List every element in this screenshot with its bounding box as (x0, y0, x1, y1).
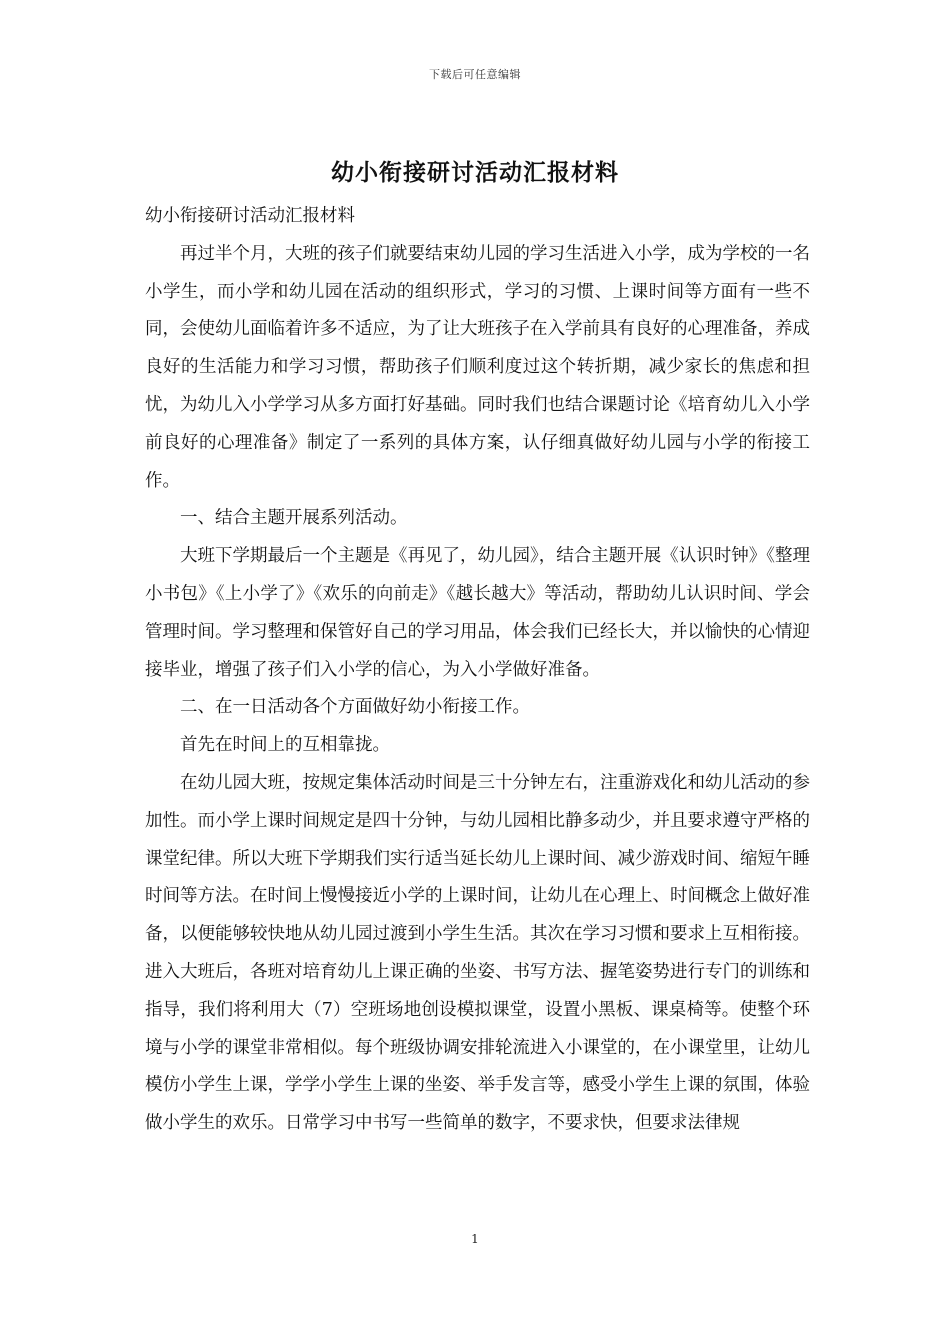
section-heading: 一、结合主题开展系列活动。 (180, 508, 408, 529)
document-body (145, 198, 810, 1143)
header-note: 下载后可任意编辑 (429, 68, 521, 81)
page-number: 1 (471, 1232, 479, 1246)
section-heading: 二、在一日活动各个方面做好幼小衔接工作。 (180, 697, 530, 718)
body-paragraph: 在幼儿园大班，按规定集体活动时间是三十分钟左右，注重游戏化和幼儿活动的参加性。而小学上课时间规定是四十分钟，与幼儿园相比静多动少，并且要求遵守严格的课堂纪律。所以大班下学期我们实行适当延长幼儿上课时间、减少游戏时间、缩短午睡时间等方法。在时间上慢慢接近小学的上课时间，让幼儿在心理上、时间概念上做好准备，以便能够较快地从幼儿园过渡到小学生生活。其次在学习习惯和要求上互相衔接。进入大班后，各班对培育幼儿上课正确的坐姿、书写方法、握笔姿势进行专门的训练和指导，我们将利用大（7）空班场地创设模拟课堂，设置小黑板、课桌椅等。使整个环境与小学的课堂非常相似。每个班级协调安排轮流进入小课堂的，在小课堂里，让幼儿模仿小学生上课，学学小学生上课的坐姿、举手发言等，感受小学生上课的氛围，体验做小学生的欢乐。日常学习中书写一些简单的数字，不要求快，但要求法律规 (145, 772, 810, 1134)
body-paragraph: 再过半个月，大班的孩子们就要结束幼儿园的学习生活进入小学，成为学校的一名小学生，而小学和幼儿园在活动的组织形式，学习的习惯、上课时间等方面有一些不同，会使幼儿面临着许多不适应，为了让大班孩子在入学前具有良好的心理准备，养成良好的生活能力和学习习惯，帮助孩子们顺利度过这个转折期，减少家长的焦虑和担忧，为幼儿入小学学习从多方面打好基础。同时我们也结合课题讨论《培育幼儿入小学前良好的心理准备》制定了一系列的具体方案，认仔细真做好幼儿园与小学的衔接工作。 (145, 243, 810, 491)
body-paragraph: 大班下学期最后一个主题是《再见了，幼儿园》，结合主题开展《认识时钟》《整理小书包》《上小学了》《欢乐的向前走》《越长越大》等活动，帮助幼儿认识时间、学会管理时间。学习整理和保管好自己的学习用品，体会我们已经长大，并以愉快的心情迎接毕业，增强了孩子们入小学的信心，为入小学做好准备。 (145, 546, 810, 680)
body-paragraph: 首先在时间上的互相靠拢。 (180, 735, 390, 756)
body-paragraph: 幼小衔接研讨活动汇报材料 (145, 206, 355, 226)
document-title: 幼小衔接研讨活动汇报材料 (331, 159, 619, 186)
